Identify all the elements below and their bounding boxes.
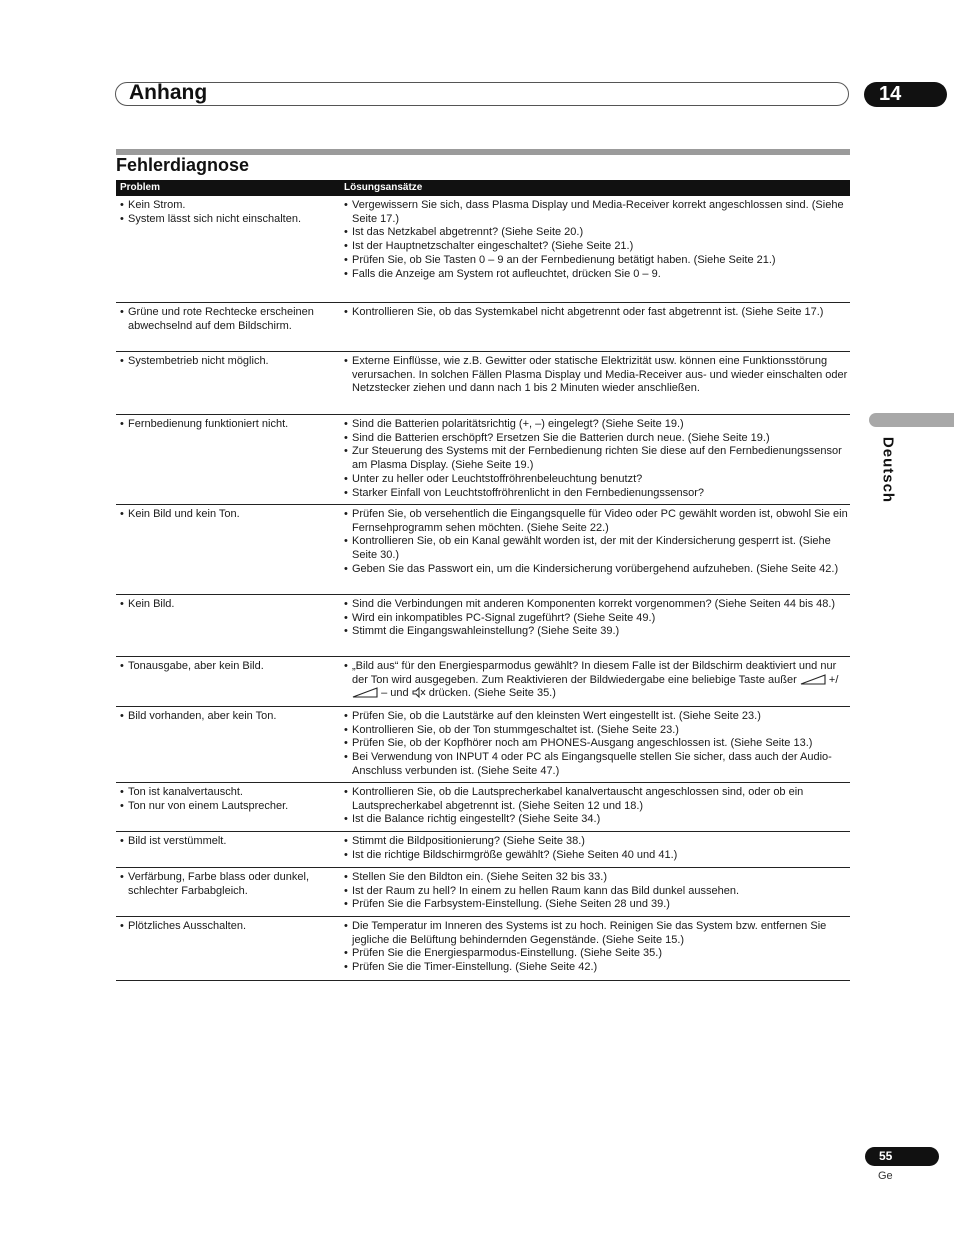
solution-item: • Kontrollieren Sie, ob das Systemkabel nicht abgetrennt oder fast abgetrennt ist. (Siehe Seite 17.) [344, 306, 850, 320]
problem-cell [116, 415, 340, 504]
table-row [116, 303, 850, 352]
solution-item: • Prüfen Sie, ob versehentlich die Eingangsquelle für Video oder PC gewählt worden ist, obwohl Sie ein Fernsehprogramm sehen möchten. (Siehe Seite 22.) [344, 508, 850, 535]
header-problem: Problem [120, 182, 161, 193]
table-row [116, 505, 850, 595]
solution-item: • Unter zu heller oder Leuchtstoffröhrenbeleuchtung benutzt? [344, 473, 850, 487]
solution-item: • Ist das Netzkabel abgetrennt? (Siehe Seite 20.) [344, 226, 850, 240]
solution-item: • Bei Verwendung von INPUT 4 oder PC als Eingangsquelle stellen Sie sicher, dass auch der Audio-Anschluss verbunden ist. (Siehe Seite 47.) [344, 751, 850, 778]
problem-item: • Tonausgabe, aber kein Bild. [120, 660, 336, 674]
solution-cell [340, 595, 850, 656]
solution-cell [340, 303, 850, 351]
solution-item: • Kontrollieren Sie, ob die Lautsprecherkabel kanalvertauscht angeschlossen sind, oder ob ein Lautsprecherkabel abgetrennt ist. (Siehe Seiten 12 und 18.) [344, 786, 850, 813]
solution-item [344, 660, 850, 701]
table-row [116, 415, 850, 505]
chapter-number-badge: 14 [864, 82, 947, 107]
solution-item: • Stimmt die Eingangswahleinstellung? (Siehe Seite 39.) [344, 625, 850, 639]
solution-item: • Sind die Batterien polaritätsrichtig (+, –) eingelegt? (Siehe Seite 19.) [344, 418, 850, 432]
problem-item: • Kein Strom. [120, 199, 336, 213]
solution-cell [340, 415, 850, 504]
table-row [116, 868, 850, 917]
solution-item: • Vergewissern Sie sich, dass Plasma Display und Media-Receiver korrekt angeschlossen sind. (Siehe Seite 17.) [344, 199, 850, 226]
solution-item: • Stellen Sie den Bildton ein. (Siehe Seiten 32 bis 33.) [344, 871, 850, 885]
page-number-badge: 55 [865, 1147, 939, 1166]
page-header-title: Anhang [129, 81, 208, 104]
table-body [116, 196, 850, 981]
solution-cell [340, 196, 850, 302]
solution-item: • Prüfen Sie die Timer-Einstellung. (Siehe Seite 42.) [344, 961, 850, 975]
table-row [116, 783, 850, 832]
solution-item: • Ist die Balance richtig eingestellt? (Siehe Seite 34.) [344, 813, 850, 827]
table-row [116, 917, 850, 981]
problem-item: • Bild ist verstümmelt. [120, 835, 336, 849]
solution-cell [340, 783, 850, 831]
table-header [116, 180, 850, 196]
table-row [116, 832, 850, 868]
solution-item: • Stimmt die Bildpositionierung? (Siehe Seite 38.) [344, 835, 850, 849]
table-row [116, 707, 850, 783]
language-tab-marker [869, 413, 954, 427]
problem-cell [116, 196, 340, 302]
solution-item: • Externe Einflüsse, wie z.B. Gewitter oder statische Elektrizität usw. können eine Funktionsstörung verursachen. In solchen Fällen Plasma Display und Media-Receiver aus- und wieder einschalten oder Netzstecker ziehen und dann nach 1 bis 2 Minuten wieder anschließen. [344, 355, 850, 396]
solution-item: • Geben Sie das Passwort ein, um die Kindersicherung vorübergehend aufzuheben. (Siehe Seite 42.) [344, 563, 850, 577]
problem-item: • System lässt sich nicht einschalten. [120, 213, 336, 227]
problem-cell [116, 657, 340, 706]
solution-item: • Prüfen Sie, ob der Kopfhörer noch am PHONES-Ausgang angeschlossen ist. (Siehe Seite 13.) [344, 737, 850, 751]
solution-cell [340, 707, 850, 782]
problem-item: • Ton ist kanalvertauscht. [120, 786, 336, 800]
language-tab-label: Deutsch [879, 436, 897, 504]
solution-item: • Ist der Hauptnetzschalter eingeschaltet? (Siehe Seite 21.) [344, 240, 850, 254]
header-solutions: Lösungsansätze [344, 182, 423, 193]
solution-item: • Starker Einfall von Leuchtstoffröhrenlicht in den Fernbedienungssensor? [344, 487, 850, 501]
volume-ramp-icon [352, 687, 378, 698]
solution-item: • Kontrollieren Sie, ob ein Kanal gewählt worden ist, der mit der Kindersicherung gesperrt ist. (Siehe Seite 30.) [344, 535, 850, 562]
problem-item: • Fernbedienung funktioniert nicht. [120, 418, 336, 432]
solution-text: +/ [828, 673, 839, 686]
solution-item: • Zur Steuerung des Systems mit der Fernbedienung richten Sie diese auf den Fernbedienungssensor am Plasma Display. (Siehe Seite 19.) [344, 445, 850, 472]
solution-cell [340, 917, 850, 980]
problem-cell [116, 868, 340, 916]
problem-item: • Systembetrieb nicht möglich. [120, 355, 336, 369]
troubleshooting-table [116, 180, 850, 981]
problem-cell [116, 832, 340, 867]
problem-item: • Kein Bild. [120, 598, 336, 612]
solution-cell [340, 832, 850, 867]
problem-cell [116, 352, 340, 414]
solution-cell [340, 657, 850, 706]
problem-cell [116, 595, 340, 656]
table-row [116, 196, 850, 303]
solution-text: drücken. (Siehe Seite 35.) [428, 687, 556, 700]
problem-item: • Grüne und rote Rechtecke erscheinen abwechselnd auf dem Bildschirm. [120, 306, 336, 333]
volume-ramp-icon [800, 674, 826, 685]
problem-item: • Verfärbung, Farbe blass oder dunkel, schlechter Farbabgleich. [120, 871, 336, 898]
problem-cell [116, 707, 340, 782]
problem-cell [116, 917, 340, 980]
solution-item: • Kontrollieren Sie, ob der Ton stummgeschaltet ist. (Siehe Seite 23.) [344, 724, 850, 738]
solution-item: • Ist die richtige Bildschirmgröße gewählt? (Siehe Seiten 40 und 41.) [344, 849, 850, 863]
table-row [116, 595, 850, 657]
solution-item: • Sind die Verbindungen mit anderen Komponenten korrekt vorgenommen? (Siehe Seiten 44 bis 48.) [344, 598, 850, 612]
solution-item: • Prüfen Sie die Farbsystem-Einstellung. (Siehe Seiten 28 und 39.) [344, 898, 850, 912]
solution-cell [340, 505, 850, 594]
problem-cell [116, 783, 340, 831]
page-language-code: Ge [878, 1170, 893, 1182]
table-row [116, 352, 850, 415]
problem-cell [116, 303, 340, 351]
solution-item: • Die Temperatur im Inneren des Systems ist zu hoch. Reinigen Sie das System bzw. entfernen Sie jegliche die Belüftung behindernden Gegenstände. (Siehe Seite 15.) [344, 920, 850, 947]
solution-item: • Sind die Batterien erschöpft? Ersetzen Sie die Batterien durch neue. (Siehe Seite 19.) [344, 432, 850, 446]
problem-item: • Kein Bild und kein Ton. [120, 508, 336, 522]
problem-item: • Bild vorhanden, aber kein Ton. [120, 710, 336, 724]
solution-item: • Falls die Anzeige am System rot aufleuchtet, drücken Sie 0 – 9. [344, 268, 850, 282]
solution-text: – und [381, 687, 409, 700]
solution-item: • Prüfen Sie die Energiesparmodus-Einstellung. (Siehe Seite 35.) [344, 947, 850, 961]
solution-cell [340, 868, 850, 916]
problem-item: • Ton nur von einem Lautsprecher. [120, 800, 336, 814]
problem-item: • Plötzliches Ausschalten. [120, 920, 336, 934]
table-row [116, 657, 850, 707]
header-bar [115, 82, 849, 106]
solution-item: • Wird ein inkompatibles PC-Signal zugeführt? (Siehe Seite 49.) [344, 612, 850, 626]
section-title: Fehlerdiagnose [116, 155, 250, 175]
solution-text: „Bild aus“ für den Energiesparmodus gewählt? In diesem Falle ist der Bildschirm deaktiviert und nur der Ton wird ausgegeben. Zum Reaktivieren der Bildwiedergabe eine beliebige Taste außer [352, 660, 837, 686]
solution-item: • Prüfen Sie, ob die Lautstärke auf den kleinsten Wert eingestellt ist. (Siehe Seite 23.) [344, 710, 850, 724]
solution-cell [340, 352, 850, 414]
problem-cell [116, 505, 340, 594]
mute-icon [412, 687, 426, 698]
solution-item: • Prüfen Sie, ob Sie Tasten 0 – 9 an der Fernbedienung betätigt haben. (Siehe Seite 21.) [344, 254, 850, 268]
solution-item: • Ist der Raum zu hell? In einem zu hellen Raum kann das Bild dunkel aussehen. [344, 885, 850, 899]
